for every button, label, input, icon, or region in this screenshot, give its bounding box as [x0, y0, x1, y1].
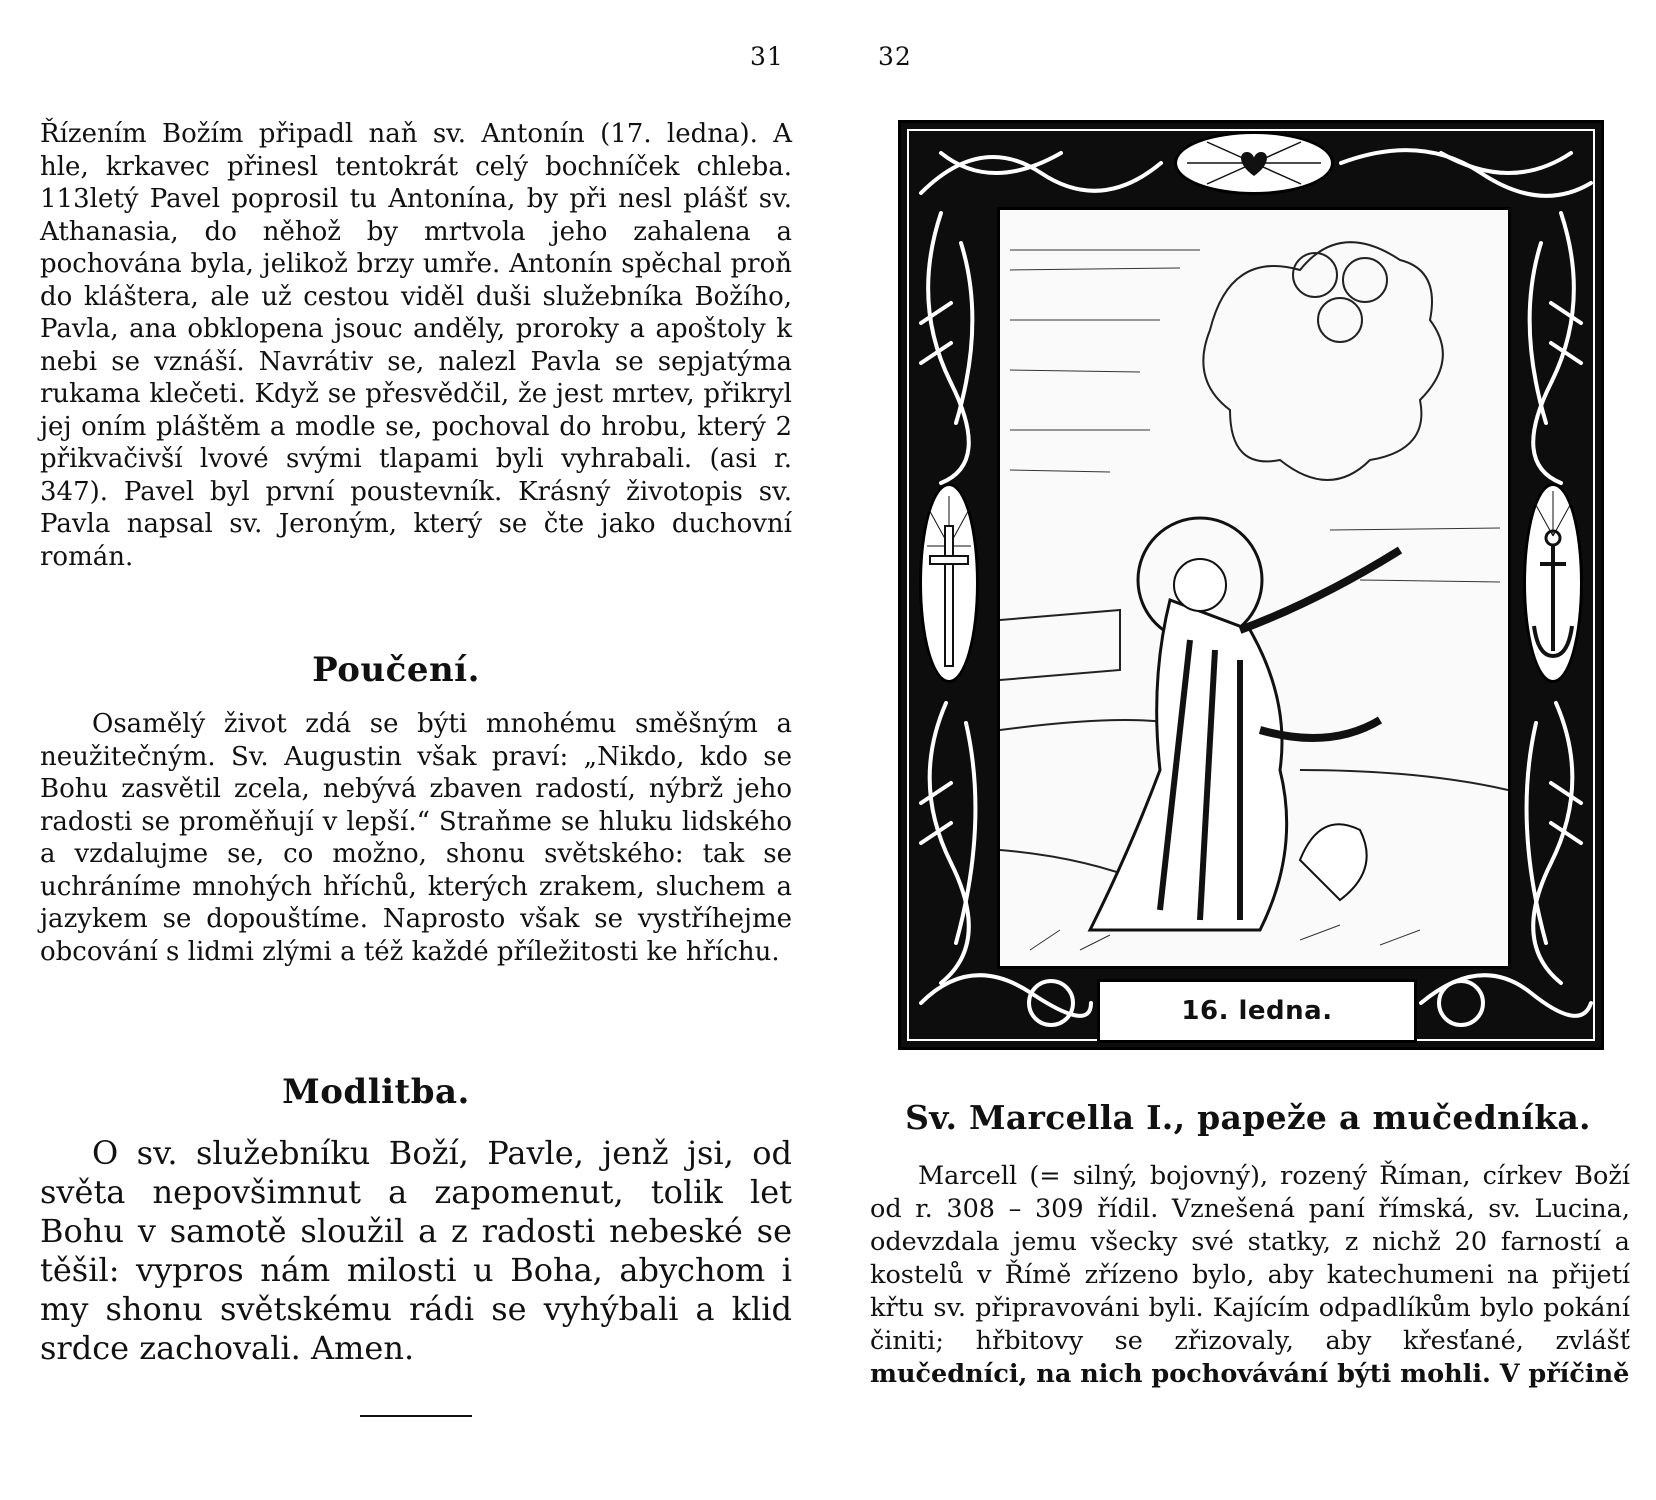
right-page	[828, 0, 1656, 1500]
saint-illustration-icon	[1000, 210, 1508, 966]
marcell-paragraph	[870, 1160, 1630, 1391]
page-number-right: 32	[878, 42, 912, 71]
anchor-icon	[1526, 486, 1580, 680]
modlitba-heading: Modlitba.	[282, 1072, 470, 1112]
section-title: Sv. Marcella I., papeže a mučedníka.	[905, 1098, 1591, 1137]
pouceni-heading: Poučení.	[312, 650, 480, 690]
saint-paul-illustration	[997, 207, 1511, 969]
page-number-left: 31	[750, 42, 784, 71]
pouceni-paragraph: Osamělý život zdá se býti mnohému směšným a neužitečným. Sv. Augustin však praví: „Nikdo, kdo se Bohu zasvětil zcela, nebývá zbaven radostí, nýbrž jeho radosti se proměňují v lepší.“ Straňme se hluku lidského a vzdalujme se, co možno, shonu světského: tak se uchráníme mnohých hříchů, kterých zrakem, sluchem a jazykem se dopouštíme. Naprosto však se vystříhejme obcování s lidmi zlými a též každé příležitosti ke hříchu.	[40, 709, 792, 967]
section-end-rule	[360, 1415, 472, 1417]
modlitba-paragraph: O sv. služebníku Boží, Pavle, jenž jsi, od světa nepovšimnut a zapomenut, tolik let Bohu v samotě sloužil a z radosti nebeské se těšil: vypros nám milosti u Boha, abychom i my shonu světskému rádi se vyhýbali a klid srdce zachovali. Amen.	[40, 1134, 792, 1367]
heart-icon	[1177, 134, 1331, 192]
marcell-paragraph-bold: mučedníci, na nich pochovávání býti mohli. V příčině	[870, 1359, 1630, 1389]
illustration-caption-box	[1097, 979, 1417, 1043]
illustration-frame	[898, 120, 1604, 1050]
intro-paragraph: Řízením Božím připadl naň sv. Antonín (17. ledna). A hle, krkavec přinesl tentokrát celý bochníček chleba. 113letý Pavel poprosil tu Antonína, by při nesl plášť sv. Athanasia, do něhož by mrtvola jeho zahalena a pochována byla, jelikož brzy umře. Antonín spěchal proň do kláštera, ale už cestou viděl duši služebníka Božího, Pavla, ana obklopena jsouc anděly, proroky a apoštoly k nebi se vznáší. Navrátiv se, nalezl Pavla se sepjatýma rukama klečeti. Když se přesvědčil, že jest mrtev, přikryl jej oním pláštěm a modle se, pochoval do hrobu, který 2 přikvačivší lvové svými tlapami byli vyhrabali. (asi r. 347). Pavel byl první poustevník. Krásný životopis sv. Pavla napsal sv. Jeroným, který se čte jako duchovní román.	[40, 119, 792, 572]
illustration-caption: 16. ledna.	[1181, 996, 1333, 1026]
cross-icon	[922, 486, 976, 680]
right-medallion	[1523, 483, 1583, 683]
top-medallion	[1174, 131, 1334, 195]
left-medallion	[919, 483, 979, 683]
marcell-paragraph-text: Marcell (= silný, bojovný), rozený Říman, církev Boží od r. 308 – 309 řídil. Vznešená paní římská, sv. Lucina, odevzdala jemu všecky své statky, z nichž 20 farností a kostelů v Římě zřízeno bylo, aby katechumeni na přijetí křtu sv. připravováni byli. Kajícím odpadlíkům bylo pokání činiti; hřbitovy se zřizovaly, aby křesťané, zvlášť	[870, 1161, 1630, 1356]
